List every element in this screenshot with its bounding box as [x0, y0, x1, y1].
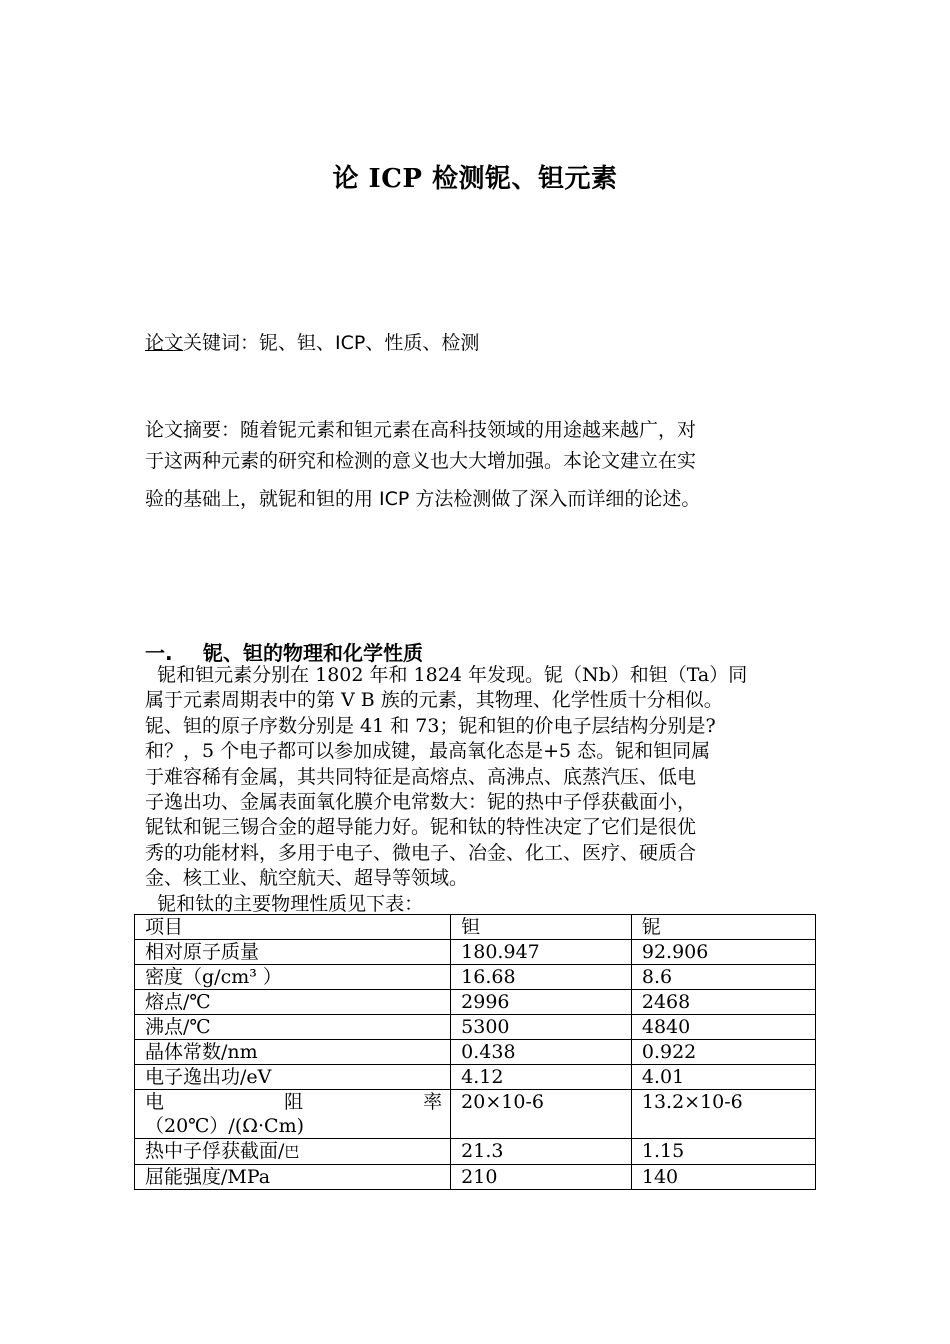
body-line: 属于元素周期表中的第 V B 族的元素，其物理、化学性质十分相似。 [145, 689, 723, 712]
abstract-line: 验的基础上，就铌和钽的用 ICP 方法检测做了深入而详细的论述。 [145, 488, 701, 510]
keywords-prefix: 论文 [145, 332, 184, 354]
table-row [135, 1139, 816, 1165]
table-cell: 电子逸出功/eV [135, 1065, 451, 1090]
properties-table [134, 914, 816, 1190]
table-cell: 21.3 [451, 1139, 632, 1165]
barn-unit: 巴 [284, 1143, 300, 1161]
table-cell: 相对原子质量 [135, 940, 451, 965]
table-row [135, 1065, 816, 1090]
table-row [135, 1165, 816, 1190]
keywords-line [145, 328, 479, 355]
table-cell: 20×10-6 [451, 1090, 632, 1139]
body-line: 子逸出功、金属表面氧化膜介电常数大：铌的热中子俘获截面小， [145, 790, 697, 813]
table-header-row [135, 915, 816, 940]
abstract-line: 于这两种元素的研究和检测的意义也大大增加强。本论文建立在实 [145, 450, 697, 472]
abstract-line: 论文摘要：随着铌元素和钽元素在高科技领域的用途越来越广，对 [145, 419, 697, 441]
keywords-text: 关键词：铌、钽、ICP、性质、检测 [183, 332, 480, 354]
table-cell: 1.15 [631, 1139, 815, 1165]
body-line: 于难容稀有金属，其共同特征是高熔点、高沸点、底蒸汽压、低电 [145, 765, 697, 788]
body-line: 铌和钽元素分别在 1802 年和 1824 年发现。铌（Nb）和钽（Ta）同 [145, 664, 748, 686]
body-line: 铌钛和铌三锡合金的超导能力好。铌和钛的特性决定了它们是很优 [145, 816, 697, 839]
table-cell [135, 1090, 451, 1139]
body-line: 铌、钽的原子序数分别是 41 和 73；铌和钽的价电子层结构分别是? [145, 714, 716, 737]
table-cell: 140 [631, 1165, 815, 1190]
table-row [135, 965, 816, 990]
table-cell: 沸点/℃ [135, 1015, 451, 1040]
table-cell [135, 1139, 451, 1165]
table-cell: 210 [451, 1165, 632, 1190]
section-body [145, 663, 825, 917]
document-title: 论 ICP 检测铌、钽元素 [332, 164, 618, 194]
table-cell: 钽 [451, 915, 632, 940]
body-line: 铌和钛的主要物理性质见下表： [145, 892, 424, 915]
resistivity-label-line1: 电 阻 率 [145, 1091, 443, 1113]
section-number: 一. [145, 641, 173, 665]
table-cell: 4840 [631, 1015, 815, 1040]
table-cell: 180.947 [451, 940, 632, 965]
table-cell: 4.12 [451, 1065, 632, 1090]
table-cell: 0.922 [631, 1040, 815, 1065]
table-cell: 铌 [631, 915, 815, 940]
table-cell: 晶体常数/nm [135, 1040, 451, 1065]
table-cell: 2996 [451, 990, 632, 1015]
table-row [135, 1090, 816, 1139]
table-row [135, 990, 816, 1015]
table-cell: 0.438 [451, 1040, 632, 1065]
body-line: 秀的功能材料，多用于电子、微电子、冶金、化工、医疗、硬质合 [145, 841, 697, 864]
table-cell: 8.6 [631, 965, 815, 990]
abstract [145, 415, 815, 515]
table-row [135, 1040, 816, 1065]
body-line: 金、核工业、航空航天、超导等领域。 [145, 867, 469, 890]
body-line: 和？，5 个电子都可以参加成键，最高氧化态是+5 态。铌和钽同属 [145, 740, 711, 763]
section-title: 铌、钽的物理和化学性质 [203, 641, 423, 665]
table-row [135, 1015, 816, 1040]
table-cell: 13.2×10-6 [631, 1090, 815, 1139]
table-cell: 熔点/℃ [135, 990, 451, 1015]
table-cell: 92.906 [631, 940, 815, 965]
table-cell: 密度（g/cm³ ） [135, 965, 451, 990]
cross-section-label: 热中子俘获截面/ [145, 1140, 285, 1162]
table-cell: 2468 [631, 990, 815, 1015]
section-heading [145, 637, 423, 666]
table-cell: 5300 [451, 1015, 632, 1040]
table-cell: 项目 [135, 915, 451, 940]
table-cell: 4.01 [631, 1065, 815, 1090]
resistivity-label-line2: （20℃）/(Ω·Cm) [145, 1115, 305, 1137]
table-cell: 屈能强度/MPa [135, 1165, 451, 1190]
table-row [135, 940, 816, 965]
table-cell: 16.68 [451, 965, 632, 990]
